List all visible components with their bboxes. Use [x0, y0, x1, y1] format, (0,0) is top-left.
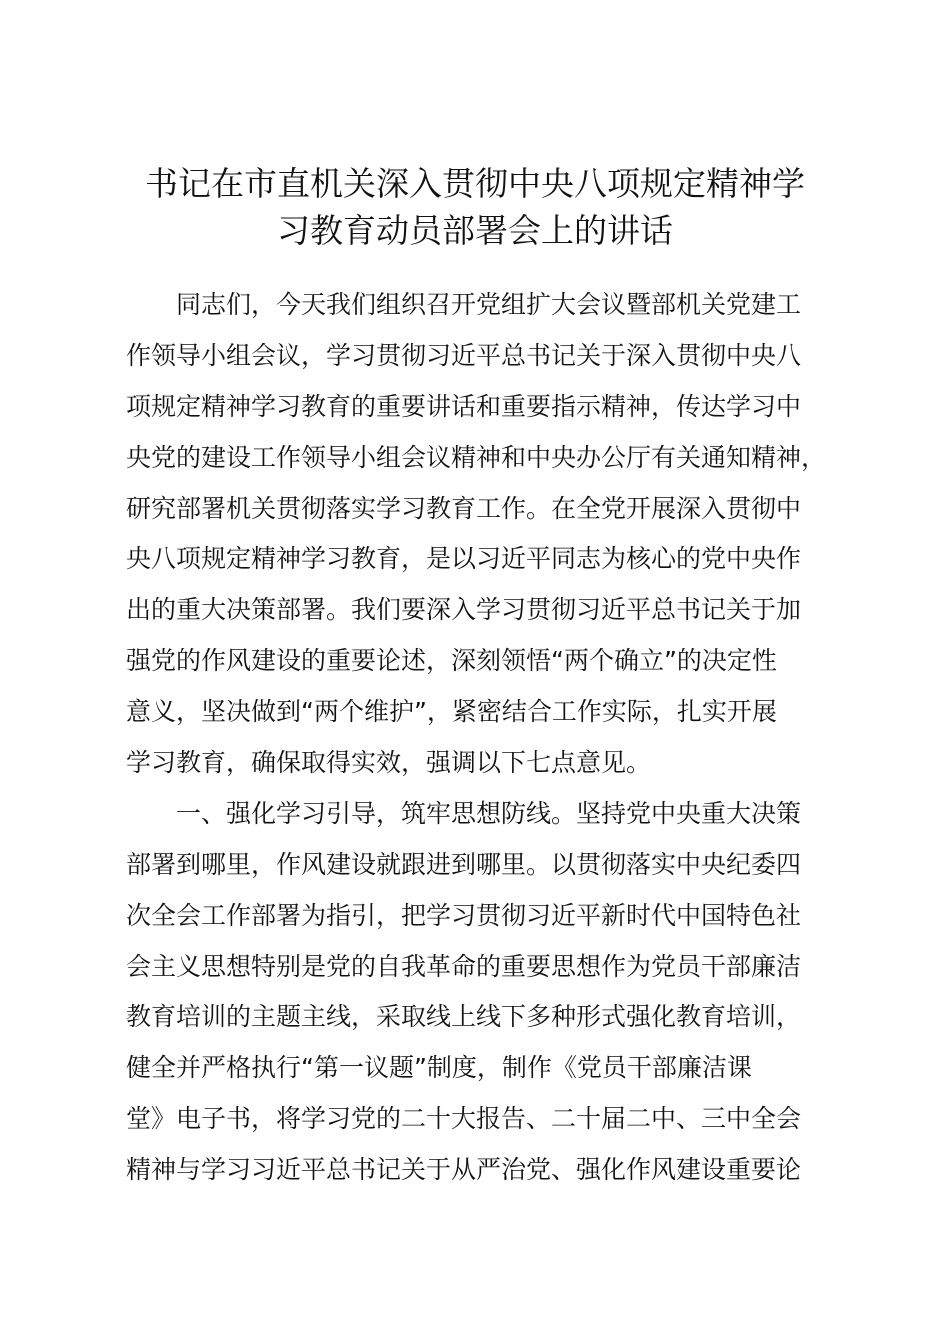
paragraph-line: 健全并严格执行“第一议题”制度，制作《党员干部廉洁课 [126, 1053, 752, 1083]
paragraph-line: 堂》电子书，将学习党的二十大报告、二十届二中、三中全会 [126, 1104, 802, 1134]
paragraph-line: 出的重大决策部署。我们要深入学习贯彻习近平总书记关于加 [126, 595, 802, 625]
paragraph-line: 一、强化学习引导，筑牢思想防线。坚持党中央重大决策 [176, 798, 802, 828]
paragraph-line: 次全会工作部署为指引，把学习贯彻习近平新时代中国特色社 [126, 900, 802, 930]
paragraph-line: 同志们，今天我们组织召开党组扩大会议暨部机关党建工 [176, 290, 802, 319]
paragraph-opening [126, 280, 846, 789]
paragraph-line: 会主义思想特别是党的自我革命的重要思想作为党员干部廉洁 [126, 951, 802, 981]
paragraph-line: 强党的作风建设的重要论述，深刻领悟“两个确立”的决定性 [126, 646, 777, 676]
paragraph-line: 研究部署机关贯彻落实学习教育工作。在全党开展深入贯彻中 [126, 493, 802, 523]
document-body [126, 280, 846, 1196]
paragraph-line: 央党的建设工作领导小组会议精神和中央办公厅有关通知精神， [126, 442, 827, 472]
paragraph-line: 项规定精神学习教育的重要讲话和重要指示精神，传达学习中 [126, 391, 802, 421]
paragraph-line: 学习教育，确保取得实效，强调以下七点意见。 [126, 748, 652, 778]
paragraph-line: 部署到哪里，作风建设就跟进到哪里。以贯彻落实中央纪委四 [126, 849, 802, 879]
paragraph-line: 作领导小组会议，学习贯彻习近平总书记关于深入贯彻中央八 [126, 340, 802, 370]
document-title [100, 160, 850, 254]
title-line: 书记在市直机关深入贯彻中央八项规定精神学 [145, 164, 805, 203]
paragraph-line: 教育培训的主题主线，采取线上线下多种形式强化教育培训， [126, 1002, 802, 1032]
paragraph-line: 精神与学习习近平总书记关于从严治党、强化作风建设重要论 [126, 1155, 802, 1185]
title-line: 习教育动员部署会上的讲话 [277, 211, 673, 250]
paragraph-line: 央八项规定精神学习教育，是以习近平同志为核心的党中央作 [126, 544, 802, 574]
paragraph-section-one [126, 789, 846, 1196]
paragraph-line: 意义，坚决做到“两个维护”，紧密结合工作实际，扎实开展 [126, 697, 777, 727]
